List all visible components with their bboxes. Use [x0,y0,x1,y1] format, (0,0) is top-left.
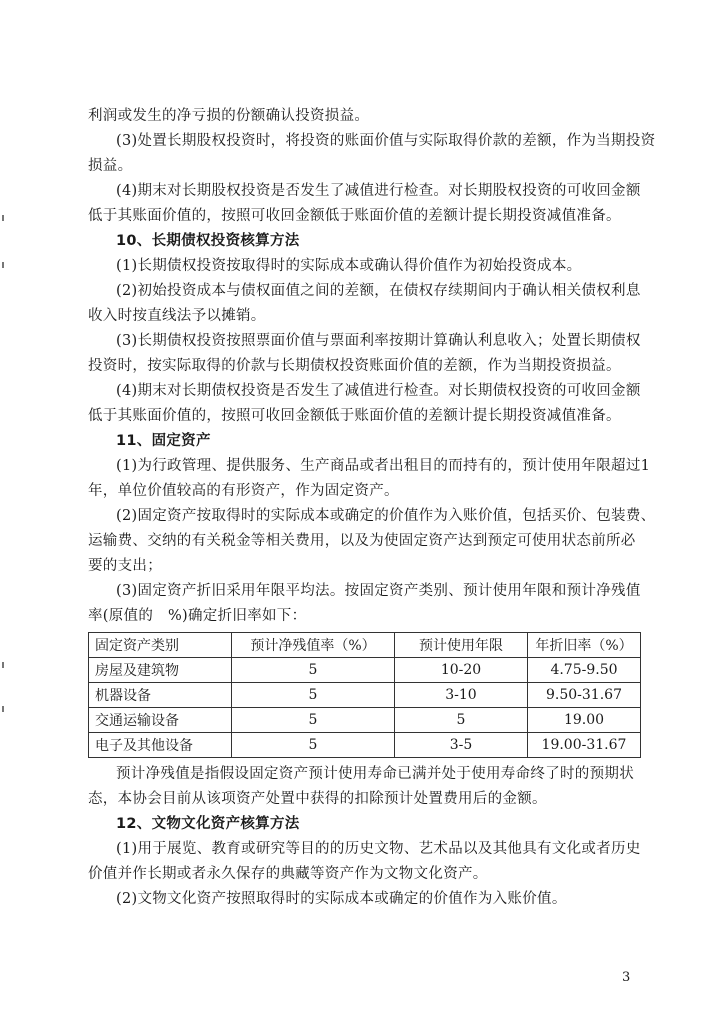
paragraph-line: (4)期末对长期债权投资是否发生了减值进行检查。对长期债权投资的可收回金额 [116,383,641,399]
table-row [89,708,641,733]
paragraph-line: 运输费、交纳的有关税金等相关费用，以及为使固定资产达到预定可使用状态前所必 [88,533,636,549]
paragraph-line: 收入时按直线法予以摊销。 [88,308,266,324]
paragraph-line: (3)固定资产折旧采用年限平均法。按固定资产类别、预计使用年限和预计净残值 [116,583,641,599]
section-heading: 11、固定资产 [116,433,211,449]
paragraph-line: 预计净残值是指假设固定资产预计使用寿命已满并处于使用寿命终了时的预期状 [116,766,634,782]
table-header-cell: 预计净残值率（%） [232,633,395,658]
table-cell: 3-10 [395,683,528,708]
table-header-cell: 年折旧率（%） [528,633,641,658]
paragraph-line: (2)初始投资成本与债权面值之间的差额，在债权存续期间内于确认相关债权利息 [116,283,641,299]
paragraph-line: (2)文物文化资产按照取得时的实际成本或确定的价值作为入账价值。 [116,891,567,907]
paragraph-line: (3)长期债权投资按照票面价值与票面利率按期计算确认利息收入；处置长期债权 [116,333,641,349]
table-cell: 5 [395,708,528,733]
paragraph-line: (1)为行政管理、提供服务、生产商品或者出租目的而持有的，预计使用年限超过1 [116,458,651,474]
scan-edge-mark [2,215,4,221]
paragraph-line: (3)处置长期股权投资时，将投资的账面价值与实际取得价款的差额，作为当期投资 [116,133,656,149]
table-header-row [89,633,641,658]
paragraph-line: (2)固定资产按取得时的实际成本或确定的价值作为入账价值，包括买价、包装费、 [116,508,656,524]
table-cell: 3-5 [395,733,528,758]
paragraph-line: 投资时，按实际取得的价款与长期债权投资账面价值的差额，作为当期投资损益。 [88,358,621,374]
table-cell: 4.75-9.50 [528,658,641,683]
table-header-cell: 预计使用年限 [395,633,528,658]
paragraph-line: 价值并作长期或者永久保存的典藏等资产作为文物文化资产。 [88,866,488,882]
paragraph-line: (1)用于展览、教育或研究等目的的历史文物、艺术品以及其他具有文化或者历史 [116,841,641,857]
paragraph-line: (1)长期债权投资按取得时的实际成本或确认得价值作为初始投资成本。 [116,258,582,274]
table-cell: 5 [232,658,395,683]
table-cell: 房屋及建筑物 [89,658,232,683]
depreciation-table [88,632,641,758]
table-cell: 5 [232,733,395,758]
paragraph-line: (4)期末对长期股权投资是否发生了减值进行检查。对长期股权投资的可收回金额 [116,183,641,199]
paragraph-line: 要的支出； [88,558,162,574]
section-heading: 10、长期债权投资核算方法 [116,233,300,249]
paragraph-line: 年，单位价值较高的有形资产，作为固定资产。 [88,483,399,499]
table-cell: 机器设备 [89,683,232,708]
paragraph-line: 率(原值的 %)确定折旧率如下： [88,608,307,624]
table-cell: 电子及其他设备 [89,733,232,758]
page-body [88,104,656,912]
table-cell: 5 [232,683,395,708]
paragraph-line: 态，本协会目前从该项资产处置中获得的扣除预计处置费用后的金额。 [88,791,547,807]
paragraph-line: 低于其账面价值的，按照可收回金额低于账面价值的差额计提长期投资减值准备。 [88,408,621,424]
paragraph-line: 利润或发生的净亏损的份额确认投资损益。 [88,108,370,124]
table-cell: 交通运输设备 [89,708,232,733]
scan-edge-mark [2,662,4,668]
table-cell: 5 [232,708,395,733]
scan-edge-mark [2,262,4,268]
table-row [89,658,641,683]
table-cell: 19.00 [528,708,641,733]
page-number: 3 [622,970,631,985]
paragraph-line: 损益。 [88,158,133,174]
table-cell: 10-20 [395,658,528,683]
table-row [89,683,641,708]
table-cell: 9.50-31.67 [528,683,641,708]
section-heading: 12、文物文化资产核算方法 [116,816,300,832]
scan-edge-mark [2,706,4,712]
table-cell: 19.00-31.67 [528,733,641,758]
table-header-cell: 固定资产类别 [89,633,232,658]
paragraph-line: 低于其账面价值的，按照可收回金额低于账面价值的差额计提长期投资减值准备。 [88,208,621,224]
table-row [89,733,641,758]
